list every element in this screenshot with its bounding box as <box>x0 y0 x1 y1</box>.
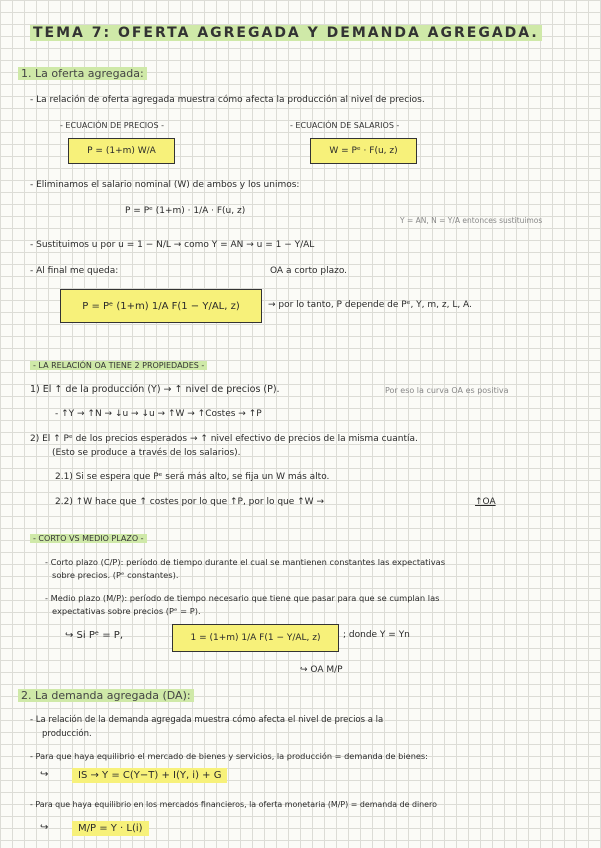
section-heading-corto-medio: - CORTO VS MEDIO PLAZO - <box>30 533 147 544</box>
paragraph-corto-plazo-b: sobre precios. (Pᵉ constantes). <box>52 570 179 580</box>
paragraph-al-final: - Al final me queda: <box>30 266 119 276</box>
note-oa-medio-plazo: ↪ OA M/P <box>300 665 343 675</box>
paragraph-sustituimos: - Sustituimos u por u = 1 − N/L → como Y = AN → u = 1 − Y/AL <box>30 240 315 250</box>
note-oa-corto-plazo: OA a corto plazo. <box>270 266 348 276</box>
label-ecuacion-precios: - ECUACIÓN DE PRECIOS - <box>60 121 164 130</box>
paragraph-eliminamos: - Eliminamos el salario nominal (W) de ambos y los unimos: <box>30 180 300 190</box>
item-2-1: 2.1) Si se espera que Pᵉ será más alto, se fija un W más alto. <box>55 472 330 482</box>
note-donde-yn: ; donde Y = Yn <box>343 630 410 640</box>
formula-box-precios: P = (1+m) W/A <box>68 138 175 164</box>
paragraph-equilibrio-bienes: - Para que haya equilibrio el mercado de bienes y servicios, la producción = demanda de bienes: <box>30 751 428 761</box>
paragraph-da-def-b: producción. <box>42 729 92 739</box>
item-propiedad-1: 1) El ↑ de la producción (Y) → ↑ nivel de precios (P). <box>30 384 280 395</box>
paragraph-medio-plazo-b: expectativas sobre precios (Pᵉ = P). <box>52 606 201 616</box>
paragraph-equilibrio-financiero: - Para que haya equilibrio en los mercados financieros, la oferta monetaria (M/P) = demanda de dinero <box>30 800 437 809</box>
formula-is: IS → Y = C(Y−T) + I(Y, i) + G <box>72 768 227 783</box>
chain-propiedad-1: - ↑Y → ↑N → ↓u → ↓u → ↑W → ↑Costes → ↑P <box>55 409 262 419</box>
formula-box-oa: P = Pᵉ (1+m) 1/A F(1 − Y/AL, z) <box>60 289 262 323</box>
formula-combined: P = Pᵉ (1+m) · 1/A · F(u, z) <box>125 206 246 216</box>
formula-box-medio-plazo: 1 = (1+m) 1/A F(1 − Y/AL, z) <box>172 624 339 652</box>
item-propiedad-2: 2) El ↑ Pᵉ de los precios esperados → ↑ nivel efectivo de precios de la misma cuantía. <box>30 434 418 444</box>
note-depende: → por lo tanto, P depende de Pᵉ, Y, m, z, L, A. <box>268 300 472 310</box>
arrow-lm: ↪ <box>40 822 49 833</box>
item-2-2-result: ↑OA <box>475 497 496 507</box>
item-propiedad-2-sub: (Esto se produce a través de los salarios). <box>52 448 241 458</box>
paragraph-oa-def: - La relación de oferta agregada muestra cómo afecta la producción al nivel de precios. <box>30 95 425 105</box>
note-curva-positiva: Por eso la curva OA es positiva <box>385 386 509 395</box>
annotation-sustitucion: Y = AN, N = Y/A entonces sustituimos <box>400 216 543 225</box>
condicion-medio-plazo: ↪ Si Pᵉ = P, <box>65 630 124 641</box>
section-heading-demanda: 2. La demanda agregada (DA): <box>18 690 194 701</box>
arrow-is: ↪ <box>40 769 49 780</box>
page-title: TEMA 7: OFERTA AGREGADA Y DEMANDA AGREGADA. <box>30 28 542 39</box>
paragraph-medio-plazo: - Medio plazo (M/P): período de tiempo necesario que tiene que pasar para que se cumplan las <box>45 593 440 603</box>
label-ecuacion-salarios: - ECUACIÓN DE SALARIOS - <box>290 121 400 130</box>
formula-lm: M/P = Y · L(i) <box>72 821 149 836</box>
section-heading-propiedades: - LA RELACIÓN OA TIENE 2 PROPIEDADES - <box>30 360 207 371</box>
section-heading-oferta: 1. La oferta agregada: <box>18 68 147 79</box>
item-2-2: 2.2) ↑W hace que ↑ costes por lo que ↑P, por lo que ↑W → <box>55 497 324 507</box>
paragraph-da-def: - La relación de la demanda agregada muestra cómo afecta el nivel de precios a la <box>30 715 384 725</box>
formula-box-salarios: W = Pᵉ · F(u, z) <box>310 138 417 164</box>
paragraph-corto-plazo: - Corto plazo (C/P): período de tiempo durante el cual se mantienen constantes las expectativas <box>45 557 446 567</box>
